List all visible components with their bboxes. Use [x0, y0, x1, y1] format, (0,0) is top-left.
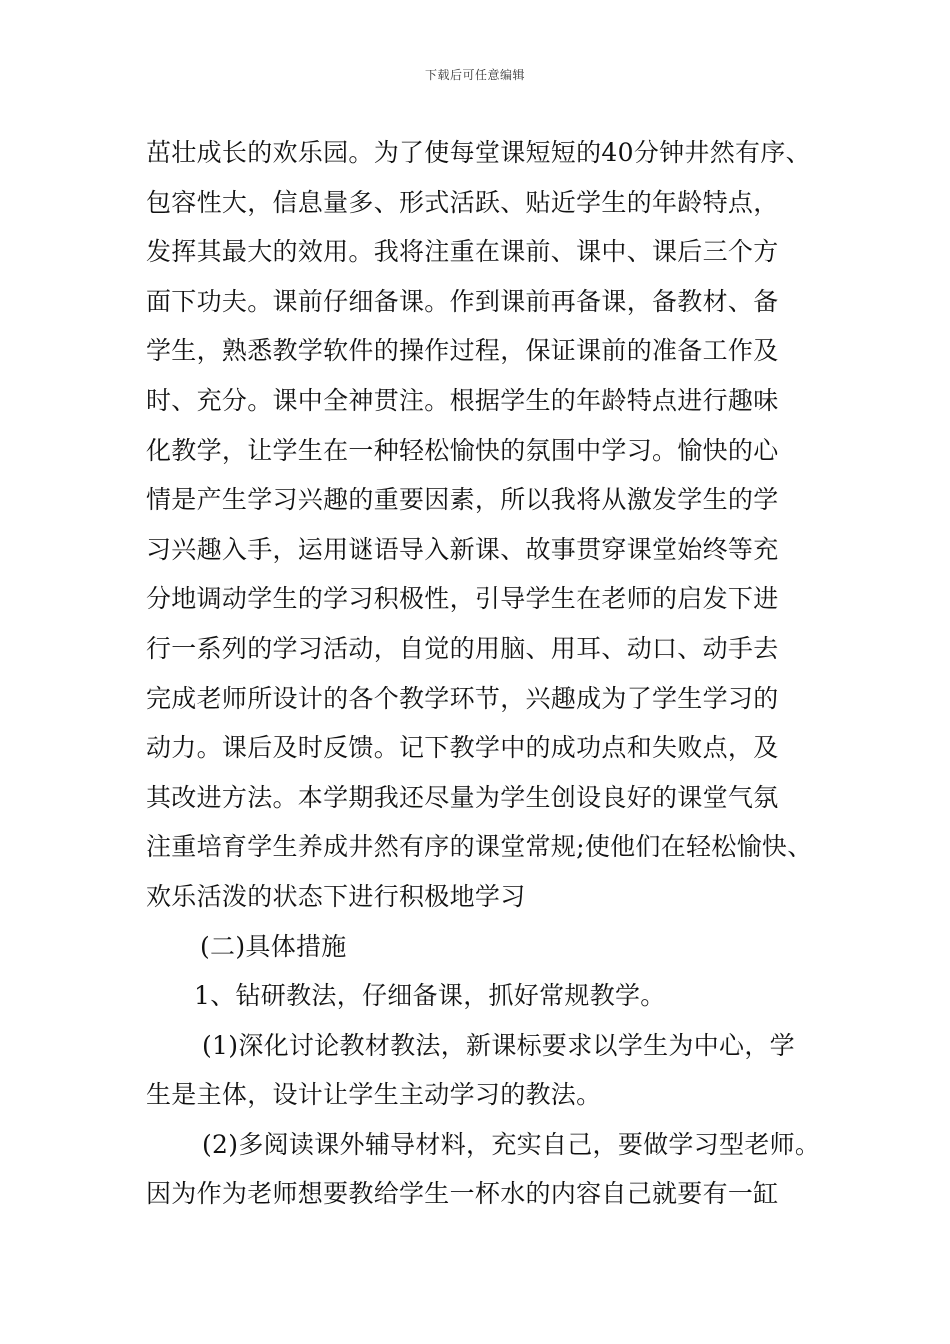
text-line: 因为作为老师想要教给学生一杯水的内容自己就要有一缸 — [146, 1179, 779, 1209]
text-line: 习兴趣入手，运用谜语导入新课、故事贯穿课堂始终等充 — [146, 534, 779, 564]
text-line: 动力。课后及时反馈。记下教学中的成功点和失败点，及 — [146, 733, 779, 763]
text-line: 面下功夫。课前仔细备课。作到课前再备课，备教材、备 — [146, 286, 779, 316]
text-line: 茁壮成长的欢乐园。为了使每堂课短短的40分钟井然有序、 — [146, 138, 811, 167]
text-line: 欢乐活泼的状态下进行积极地学习 — [146, 881, 526, 911]
text-line: 分地调动学生的学习积极性，引导学生在老师的启发下进 — [146, 584, 779, 614]
text-line: 情是产生学习兴趣的重要因素，所以我将从激发学生的学 — [146, 485, 779, 515]
text-line: 生是主体，设计让学生主动学习的教法。 — [146, 1080, 602, 1110]
page-header: 下载后可任意编辑 — [424, 68, 525, 82]
sub-item-text: (1)深化讨论教材教法，新课标要求以学生为中心，学 — [202, 1030, 795, 1060]
document-body — [146, 128, 826, 1219]
text-line: 发挥其最大的效用。我将注重在课前、课中、课后三个方 — [146, 237, 779, 267]
section-heading: (二)具体措施 — [200, 931, 347, 961]
text-line: 完成老师所设计的各个教学环节，兴趣成为了学生学习的 — [146, 683, 779, 713]
sub-item-text: (2)多阅读课外辅导材料，充实自己，要做学习型老师。 — [202, 1129, 821, 1159]
text-line: 化教学，让学生在一种轻松愉快的氛围中学习。愉快的心 — [146, 435, 779, 465]
text-line: 行一系列的学习活动，自觉的用脑、用耳、动口、动手去 — [146, 633, 779, 663]
text-line: 时、充分。课中全神贯注。根据学生的年龄特点进行趣味 — [146, 385, 779, 415]
text-line: 注重培育学生养成井然有序的课堂常规;使他们在轻松愉快、 — [146, 832, 813, 862]
text-line: 学生，熟悉教学软件的操作过程，保证课前的准备工作及 — [146, 336, 779, 366]
text-line: 其改进方法。本学期我还尽量为学生创设良好的课堂气氛 — [146, 782, 779, 812]
text-line: 包容性大，信息量多、形式活跃、贴近学生的年龄特点， — [146, 187, 779, 217]
list-item-heading: 1、钻研教法，仔细备课，抓好常规教学。 — [194, 981, 666, 1011]
